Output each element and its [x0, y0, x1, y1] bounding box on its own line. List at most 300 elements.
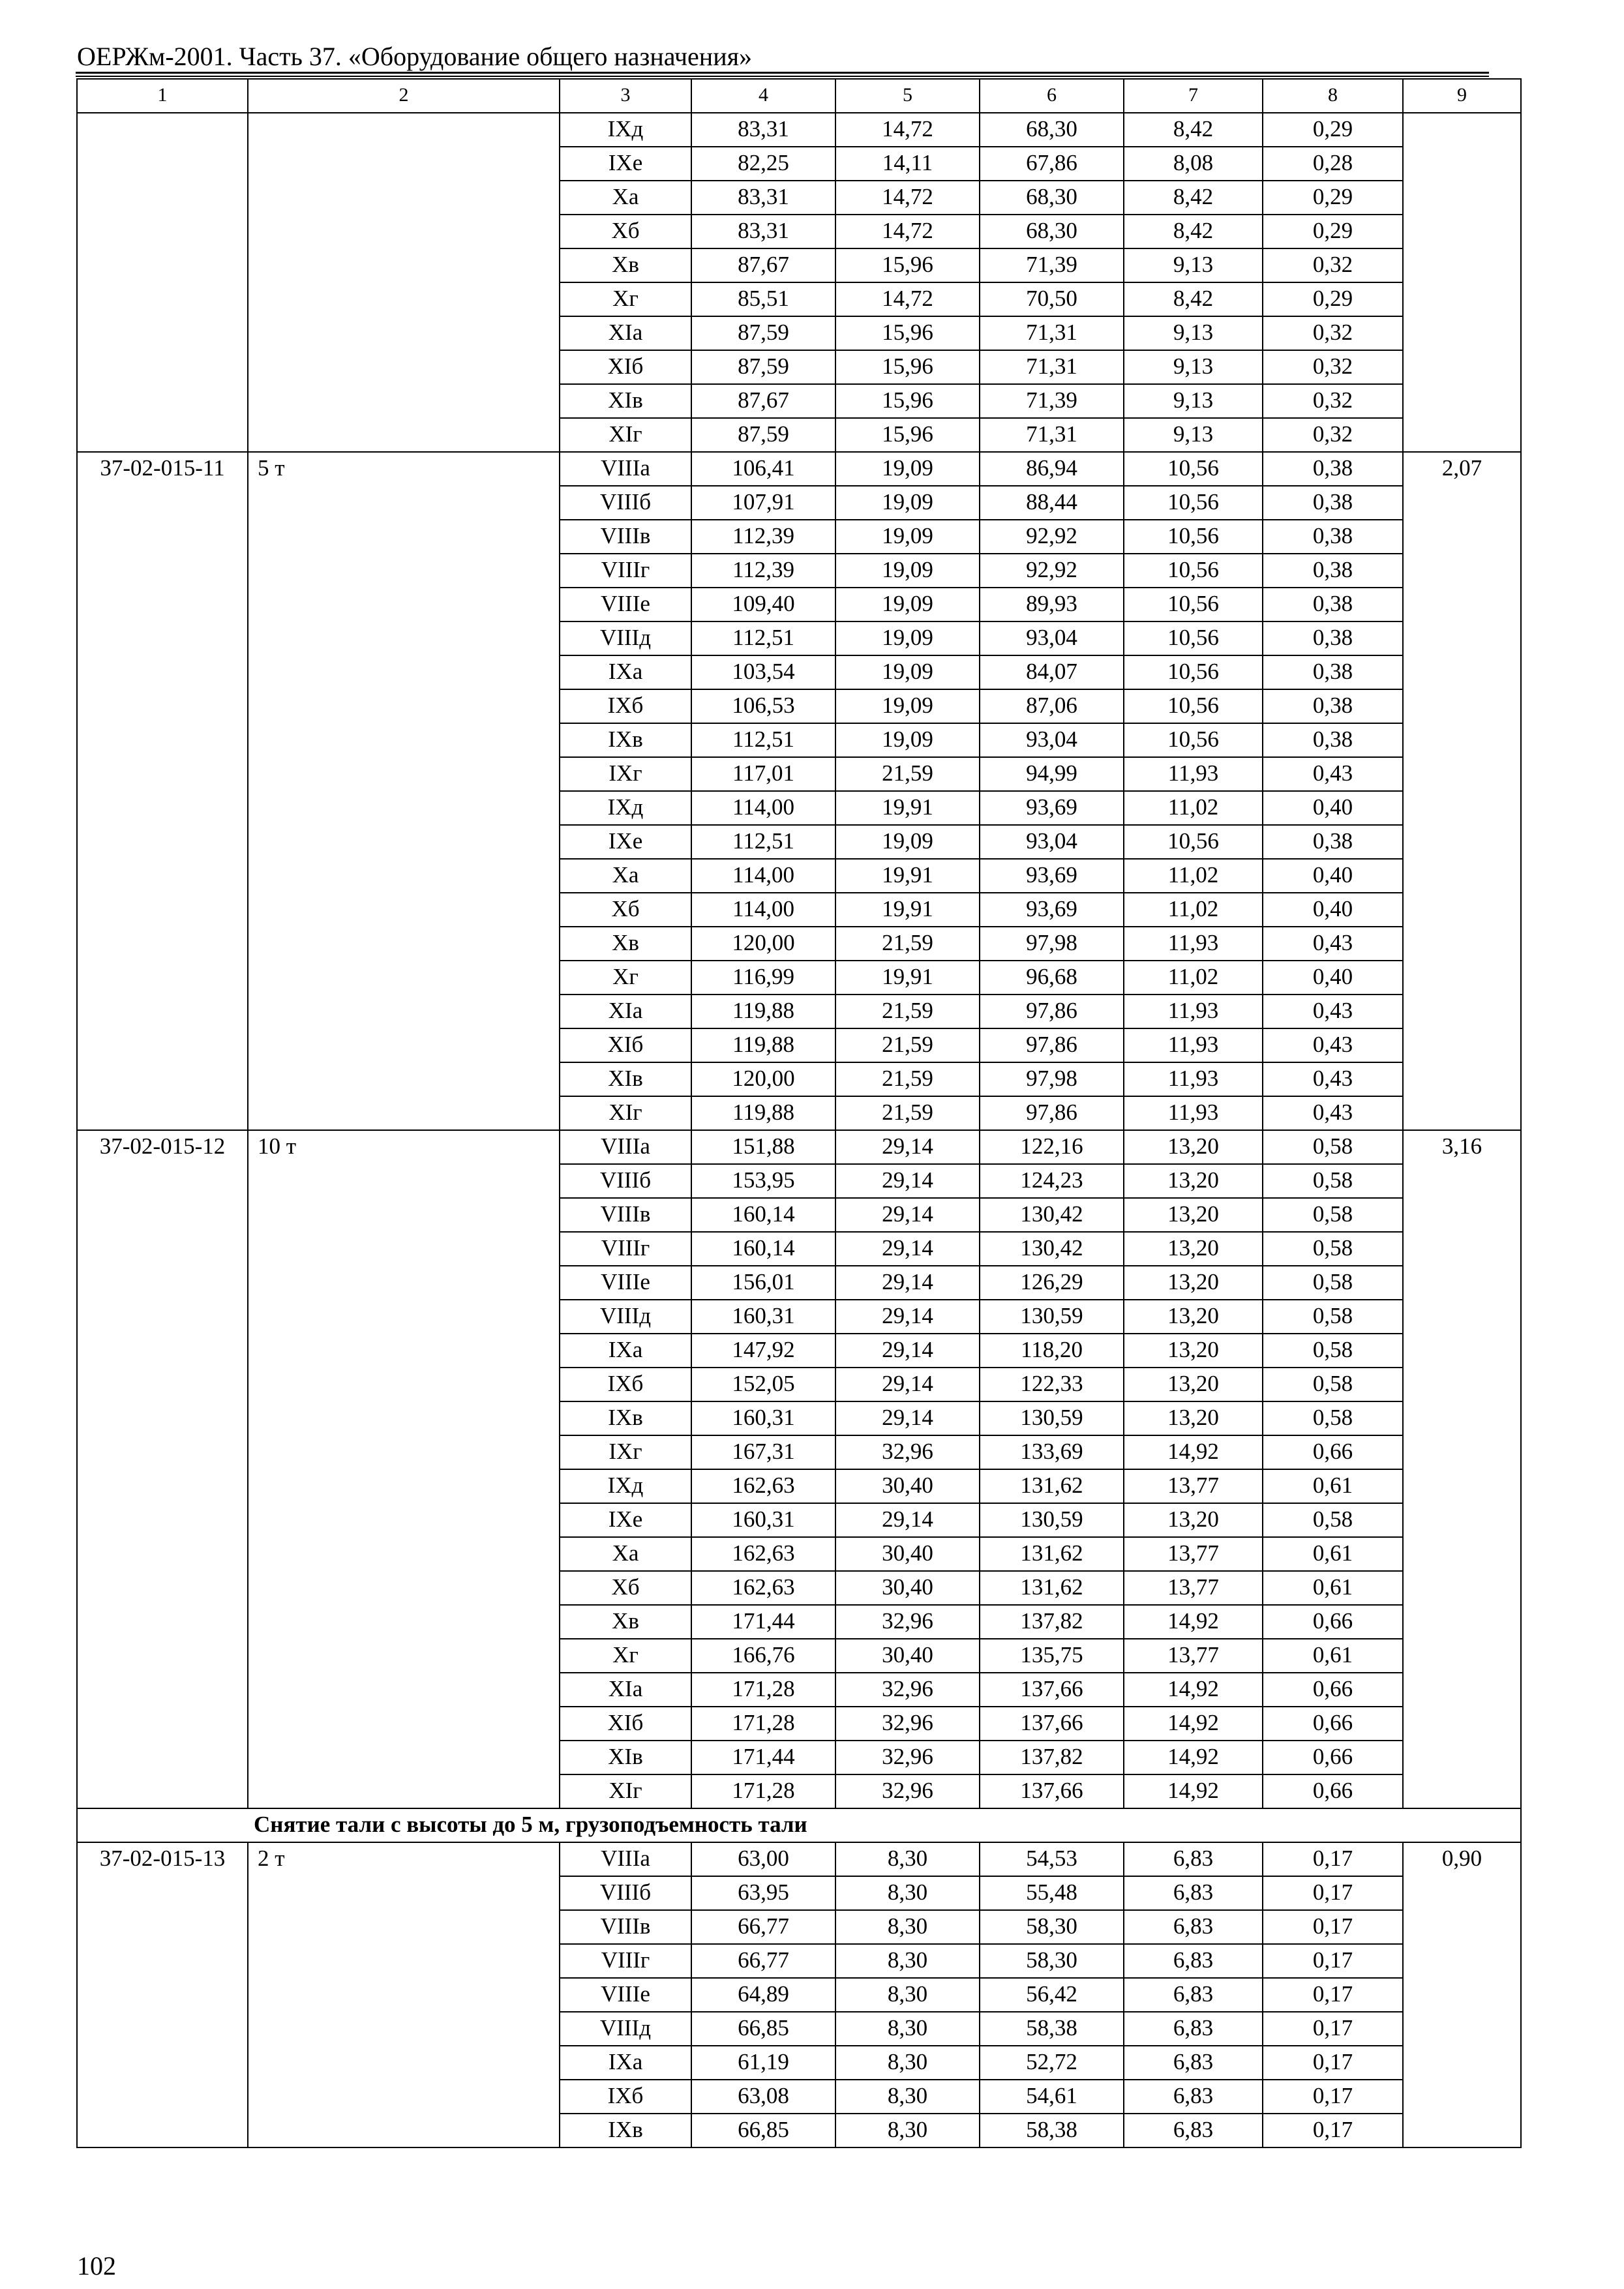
- materials-cell: 0,61: [1263, 1469, 1403, 1503]
- materials-cell: 0,32: [1263, 248, 1403, 282]
- header-rule: [76, 72, 1489, 74]
- machine-cost-cell: 137,66: [980, 1774, 1124, 1808]
- total-cost-cell: 83,31: [691, 113, 835, 147]
- machine-cost-cell: 130,59: [980, 1503, 1124, 1537]
- column-number: 9: [1403, 79, 1521, 113]
- materials-cell: 0,40: [1263, 893, 1403, 927]
- region-cell: IXв: [560, 723, 691, 757]
- total-cost-cell: 171,44: [691, 1605, 835, 1639]
- region-cell: VIIIг: [560, 554, 691, 588]
- wages-cell: 19,09: [835, 689, 980, 723]
- capacity-cell: 5 т: [248, 452, 560, 1130]
- total-cost-cell: 66,77: [691, 1910, 835, 1944]
- machine-cost-cell: 86,94: [980, 452, 1124, 486]
- materials-cell: 0,66: [1263, 1673, 1403, 1707]
- total-cost-cell: 87,59: [691, 316, 835, 350]
- region-cell: IXв: [560, 2114, 691, 2147]
- materials-cell: 0,66: [1263, 1741, 1403, 1774]
- machine-cost-cell: 124,23: [980, 1164, 1124, 1198]
- machine-cost-cell: 71,31: [980, 418, 1124, 452]
- wages-cell: 29,14: [835, 1368, 980, 1401]
- table-row: [77, 452, 1521, 486]
- total-cost-cell: 87,67: [691, 248, 835, 282]
- total-cost-cell: 160,31: [691, 1503, 835, 1537]
- region-cell: XIа: [560, 1673, 691, 1707]
- total-cost-cell: 106,53: [691, 689, 835, 723]
- wages-cell: 8,30: [835, 2080, 980, 2114]
- total-cost-cell: 162,63: [691, 1537, 835, 1571]
- wages-cell: 29,14: [835, 1198, 980, 1232]
- total-cost-cell: 112,51: [691, 723, 835, 757]
- column-number: 3: [560, 79, 691, 113]
- driver-wages-cell: 8,42: [1124, 113, 1263, 147]
- materials-cell: 0,17: [1263, 1910, 1403, 1944]
- wages-cell: 15,96: [835, 418, 980, 452]
- region-cell: Xг: [560, 1639, 691, 1673]
- driver-wages-cell: 13,20: [1124, 1401, 1263, 1435]
- total-cost-cell: 119,88: [691, 1028, 835, 1062]
- total-cost-cell: 83,31: [691, 181, 835, 215]
- materials-cell: 0,29: [1263, 215, 1403, 248]
- materials-cell: 0,38: [1263, 554, 1403, 588]
- machine-cost-cell: 97,86: [980, 995, 1124, 1028]
- total-cost-cell: 114,00: [691, 893, 835, 927]
- wages-cell: 14,72: [835, 282, 980, 316]
- driver-wages-cell: 13,77: [1124, 1639, 1263, 1673]
- driver-wages-cell: 6,83: [1124, 1876, 1263, 1910]
- region-cell: IXв: [560, 1401, 691, 1435]
- labor-cost-cell: [1403, 113, 1521, 452]
- driver-wages-cell: 10,56: [1124, 655, 1263, 689]
- materials-cell: 0,61: [1263, 1639, 1403, 1673]
- running-header: ОЕРЖм-2001. Часть 37. «Оборудование общего назначения»: [77, 42, 752, 71]
- region-cell: VIIIе: [560, 588, 691, 621]
- materials-cell: 0,17: [1263, 1944, 1403, 1978]
- header-rule-thin: [76, 76, 1489, 77]
- materials-cell: 0,58: [1263, 1164, 1403, 1198]
- machine-cost-cell: 137,66: [980, 1707, 1124, 1741]
- materials-cell: 0,29: [1263, 181, 1403, 215]
- region-cell: XIв: [560, 384, 691, 418]
- total-cost-cell: 171,28: [691, 1774, 835, 1808]
- region-cell: VIIIв: [560, 1198, 691, 1232]
- region-cell: XIб: [560, 350, 691, 384]
- driver-wages-cell: 10,56: [1124, 621, 1263, 655]
- machine-cost-cell: 130,42: [980, 1198, 1124, 1232]
- total-cost-cell: 160,14: [691, 1232, 835, 1266]
- total-cost-cell: 147,92: [691, 1334, 835, 1368]
- materials-cell: 0,58: [1263, 1368, 1403, 1401]
- total-cost-cell: 85,51: [691, 282, 835, 316]
- total-cost-cell: 160,31: [691, 1401, 835, 1435]
- driver-wages-cell: 13,20: [1124, 1164, 1263, 1198]
- driver-wages-cell: 8,42: [1124, 181, 1263, 215]
- region-cell: Xб: [560, 1571, 691, 1605]
- wages-cell: 19,91: [835, 791, 980, 825]
- total-cost-cell: 87,67: [691, 384, 835, 418]
- materials-cell: 0,66: [1263, 1774, 1403, 1808]
- wages-cell: 8,30: [835, 2046, 980, 2080]
- machine-cost-cell: 94,99: [980, 757, 1124, 791]
- column-number: 7: [1124, 79, 1263, 113]
- region-cell: XIб: [560, 1707, 691, 1741]
- total-cost-cell: 63,00: [691, 1842, 835, 1876]
- driver-wages-cell: 10,56: [1124, 486, 1263, 520]
- materials-cell: 0,32: [1263, 418, 1403, 452]
- region-cell: VIIIа: [560, 452, 691, 486]
- labor-cost-cell: 0,90: [1403, 1842, 1521, 2147]
- total-cost-cell: 160,31: [691, 1300, 835, 1334]
- capacity-cell: 10 т: [248, 1130, 560, 1808]
- region-cell: IXд: [560, 791, 691, 825]
- driver-wages-cell: 11,93: [1124, 995, 1263, 1028]
- wages-cell: 8,30: [835, 1876, 980, 1910]
- total-cost-cell: 156,01: [691, 1266, 835, 1300]
- materials-cell: 0,58: [1263, 1334, 1403, 1368]
- region-cell: Xб: [560, 215, 691, 248]
- machine-cost-cell: 137,82: [980, 1605, 1124, 1639]
- region-cell: Xа: [560, 859, 691, 893]
- region-cell: IXг: [560, 1435, 691, 1469]
- materials-cell: 0,61: [1263, 1537, 1403, 1571]
- materials-cell: 0,58: [1263, 1198, 1403, 1232]
- driver-wages-cell: 11,02: [1124, 961, 1263, 995]
- wages-cell: 32,96: [835, 1774, 980, 1808]
- total-cost-cell: 82,25: [691, 147, 835, 181]
- wages-cell: 21,59: [835, 927, 980, 961]
- driver-wages-cell: 11,93: [1124, 1062, 1263, 1096]
- total-cost-cell: 63,08: [691, 2080, 835, 2114]
- total-cost-cell: 109,40: [691, 588, 835, 621]
- region-cell: XIб: [560, 1028, 691, 1062]
- materials-cell: 0,58: [1263, 1232, 1403, 1266]
- materials-cell: 0,58: [1263, 1503, 1403, 1537]
- materials-cell: 0,17: [1263, 2046, 1403, 2080]
- machine-cost-cell: 137,66: [980, 1673, 1124, 1707]
- region-cell: IXб: [560, 2080, 691, 2114]
- region-cell: VIIIа: [560, 1130, 691, 1164]
- driver-wages-cell: 13,20: [1124, 1198, 1263, 1232]
- wages-cell: 8,30: [835, 1944, 980, 1978]
- total-cost-cell: 171,28: [691, 1707, 835, 1741]
- region-cell: IXе: [560, 825, 691, 859]
- region-cell: Xг: [560, 282, 691, 316]
- wages-cell: 32,96: [835, 1435, 980, 1469]
- materials-cell: 0,32: [1263, 350, 1403, 384]
- driver-wages-cell: 10,56: [1124, 520, 1263, 554]
- driver-wages-cell: 10,56: [1124, 452, 1263, 486]
- machine-cost-cell: 130,59: [980, 1401, 1124, 1435]
- machine-cost-cell: 93,69: [980, 893, 1124, 927]
- driver-wages-cell: 6,83: [1124, 1842, 1263, 1876]
- driver-wages-cell: 13,77: [1124, 1469, 1263, 1503]
- materials-cell: 0,43: [1263, 995, 1403, 1028]
- wages-cell: 21,59: [835, 995, 980, 1028]
- region-cell: IXа: [560, 2046, 691, 2080]
- total-cost-cell: 87,59: [691, 350, 835, 384]
- wages-cell: 8,30: [835, 2114, 980, 2147]
- machine-cost-cell: 67,86: [980, 147, 1124, 181]
- machine-cost-cell: 133,69: [980, 1435, 1124, 1469]
- driver-wages-cell: 8,08: [1124, 147, 1263, 181]
- total-cost-cell: 117,01: [691, 757, 835, 791]
- column-number: 6: [980, 79, 1124, 113]
- region-cell: VIIIб: [560, 486, 691, 520]
- total-cost-cell: 152,05: [691, 1368, 835, 1401]
- total-cost-cell: 171,28: [691, 1673, 835, 1707]
- region-cell: Xв: [560, 1605, 691, 1639]
- materials-cell: 0,58: [1263, 1266, 1403, 1300]
- wages-cell: 14,72: [835, 113, 980, 147]
- machine-cost-cell: 130,42: [980, 1232, 1124, 1266]
- wages-cell: 14,72: [835, 215, 980, 248]
- machine-cost-cell: 87,06: [980, 689, 1124, 723]
- table-row: [77, 113, 1521, 147]
- region-cell: XIг: [560, 1096, 691, 1130]
- driver-wages-cell: 13,20: [1124, 1266, 1263, 1300]
- column-number: 1: [77, 79, 248, 113]
- total-cost-cell: 119,88: [691, 1096, 835, 1130]
- table-row: [77, 1842, 1521, 1876]
- machine-cost-cell: 58,30: [980, 1944, 1124, 1978]
- total-cost-cell: 87,59: [691, 418, 835, 452]
- driver-wages-cell: 10,56: [1124, 689, 1263, 723]
- region-cell: VIIIд: [560, 2012, 691, 2046]
- materials-cell: 0,66: [1263, 1707, 1403, 1741]
- column-number: 8: [1263, 79, 1403, 113]
- materials-cell: 0,17: [1263, 1978, 1403, 2012]
- total-cost-cell: 106,41: [691, 452, 835, 486]
- driver-wages-cell: 13,20: [1124, 1503, 1263, 1537]
- driver-wages-cell: 10,56: [1124, 825, 1263, 859]
- driver-wages-cell: 11,02: [1124, 859, 1263, 893]
- machine-cost-cell: 52,72: [980, 2046, 1124, 2080]
- driver-wages-cell: 8,42: [1124, 282, 1263, 316]
- section-heading: Снятие тали с высоты до 5 м, грузоподъемность тали: [77, 1808, 1521, 1842]
- total-cost-cell: 112,51: [691, 621, 835, 655]
- driver-wages-cell: 13,20: [1124, 1300, 1263, 1334]
- total-cost-cell: 114,00: [691, 791, 835, 825]
- materials-cell: 0,40: [1263, 961, 1403, 995]
- capacity-cell: [248, 113, 560, 452]
- region-cell: XIа: [560, 316, 691, 350]
- total-cost-cell: 66,85: [691, 2012, 835, 2046]
- region-cell: IXб: [560, 689, 691, 723]
- driver-wages-cell: 6,83: [1124, 2046, 1263, 2080]
- driver-wages-cell: 9,13: [1124, 316, 1263, 350]
- total-cost-cell: 66,85: [691, 2114, 835, 2147]
- materials-cell: 0,29: [1263, 282, 1403, 316]
- total-cost-cell: 64,89: [691, 1978, 835, 2012]
- materials-cell: 0,43: [1263, 1096, 1403, 1130]
- machine-cost-cell: 93,04: [980, 723, 1124, 757]
- materials-cell: 0,38: [1263, 520, 1403, 554]
- materials-cell: 0,32: [1263, 316, 1403, 350]
- wages-cell: 8,30: [835, 2012, 980, 2046]
- wages-cell: 19,09: [835, 452, 980, 486]
- machine-cost-cell: 118,20: [980, 1334, 1124, 1368]
- machine-cost-cell: 97,86: [980, 1096, 1124, 1130]
- materials-cell: 0,28: [1263, 147, 1403, 181]
- driver-wages-cell: 14,92: [1124, 1605, 1263, 1639]
- machine-cost-cell: 137,82: [980, 1741, 1124, 1774]
- region-cell: IXд: [560, 1469, 691, 1503]
- materials-cell: 0,38: [1263, 825, 1403, 859]
- driver-wages-cell: 9,13: [1124, 248, 1263, 282]
- table-row: [77, 1130, 1521, 1164]
- machine-cost-cell: 131,62: [980, 1469, 1124, 1503]
- materials-cell: 0,66: [1263, 1435, 1403, 1469]
- machine-cost-cell: 84,07: [980, 655, 1124, 689]
- wages-cell: 8,30: [835, 1842, 980, 1876]
- driver-wages-cell: 9,13: [1124, 350, 1263, 384]
- region-cell: VIIIв: [560, 1910, 691, 1944]
- region-cell: IXа: [560, 655, 691, 689]
- total-cost-cell: 160,14: [691, 1198, 835, 1232]
- driver-wages-cell: 10,56: [1124, 723, 1263, 757]
- materials-cell: 0,43: [1263, 1062, 1403, 1096]
- machine-cost-cell: 71,39: [980, 248, 1124, 282]
- machine-cost-cell: 71,31: [980, 350, 1124, 384]
- materials-cell: 0,61: [1263, 1571, 1403, 1605]
- wages-cell: 15,96: [835, 350, 980, 384]
- total-cost-cell: 83,31: [691, 215, 835, 248]
- region-cell: Xг: [560, 961, 691, 995]
- driver-wages-cell: 11,02: [1124, 893, 1263, 927]
- driver-wages-cell: 6,83: [1124, 1978, 1263, 2012]
- driver-wages-cell: 11,93: [1124, 757, 1263, 791]
- materials-cell: 0,58: [1263, 1300, 1403, 1334]
- materials-cell: 0,29: [1263, 113, 1403, 147]
- machine-cost-cell: 89,93: [980, 588, 1124, 621]
- driver-wages-cell: 8,42: [1124, 215, 1263, 248]
- region-cell: Xа: [560, 181, 691, 215]
- wages-cell: 29,14: [835, 1401, 980, 1435]
- materials-cell: 0,66: [1263, 1605, 1403, 1639]
- driver-wages-cell: 11,93: [1124, 1096, 1263, 1130]
- wages-cell: 21,59: [835, 1096, 980, 1130]
- materials-cell: 0,38: [1263, 621, 1403, 655]
- wages-cell: 29,14: [835, 1503, 980, 1537]
- wages-cell: 30,40: [835, 1469, 980, 1503]
- machine-cost-cell: 93,04: [980, 621, 1124, 655]
- wages-cell: 19,09: [835, 655, 980, 689]
- column-number: 2: [248, 79, 560, 113]
- machine-cost-cell: 130,59: [980, 1300, 1124, 1334]
- machine-cost-cell: 54,53: [980, 1842, 1124, 1876]
- machine-cost-cell: 93,04: [980, 825, 1124, 859]
- wages-cell: 19,91: [835, 859, 980, 893]
- total-cost-cell: 162,63: [691, 1571, 835, 1605]
- labor-cost-cell: 3,16: [1403, 1130, 1521, 1808]
- wages-cell: 8,30: [835, 1978, 980, 2012]
- driver-wages-cell: 13,20: [1124, 1130, 1263, 1164]
- column-number-row: [77, 79, 1521, 113]
- total-cost-cell: 171,44: [691, 1741, 835, 1774]
- wages-cell: 29,14: [835, 1232, 980, 1266]
- total-cost-cell: 103,54: [691, 655, 835, 689]
- wages-cell: 32,96: [835, 1673, 980, 1707]
- machine-cost-cell: 122,33: [980, 1368, 1124, 1401]
- machine-cost-cell: 68,30: [980, 181, 1124, 215]
- region-cell: XIа: [560, 995, 691, 1028]
- wages-cell: 21,59: [835, 1028, 980, 1062]
- driver-wages-cell: 14,92: [1124, 1741, 1263, 1774]
- wages-cell: 30,40: [835, 1571, 980, 1605]
- driver-wages-cell: 6,83: [1124, 2080, 1263, 2114]
- machine-cost-cell: 88,44: [980, 486, 1124, 520]
- wages-cell: 19,09: [835, 486, 980, 520]
- driver-wages-cell: 11,02: [1124, 791, 1263, 825]
- region-cell: IXд: [560, 113, 691, 147]
- region-cell: VIIIд: [560, 621, 691, 655]
- wages-cell: 32,96: [835, 1741, 980, 1774]
- machine-cost-cell: 70,50: [980, 282, 1124, 316]
- total-cost-cell: 151,88: [691, 1130, 835, 1164]
- region-cell: VIIIе: [560, 1266, 691, 1300]
- machine-cost-cell: 131,62: [980, 1571, 1124, 1605]
- rate-code-cell: 37-02-015-12: [77, 1130, 248, 1808]
- wages-cell: 19,09: [835, 825, 980, 859]
- machine-cost-cell: 58,38: [980, 2114, 1124, 2147]
- total-cost-cell: 153,95: [691, 1164, 835, 1198]
- driver-wages-cell: 13,20: [1124, 1334, 1263, 1368]
- machine-cost-cell: 55,48: [980, 1876, 1124, 1910]
- driver-wages-cell: 11,93: [1124, 927, 1263, 961]
- total-cost-cell: 63,95: [691, 1876, 835, 1910]
- materials-cell: 0,17: [1263, 2114, 1403, 2147]
- rate-code-cell: 37-02-015-13: [77, 1842, 248, 2147]
- total-cost-cell: 112,51: [691, 825, 835, 859]
- region-cell: Xв: [560, 927, 691, 961]
- wages-cell: 19,09: [835, 588, 980, 621]
- machine-cost-cell: 135,75: [980, 1639, 1124, 1673]
- driver-wages-cell: 6,83: [1124, 2114, 1263, 2147]
- machine-cost-cell: 97,98: [980, 927, 1124, 961]
- total-cost-cell: 61,19: [691, 2046, 835, 2080]
- machine-cost-cell: 71,31: [980, 316, 1124, 350]
- total-cost-cell: 112,39: [691, 554, 835, 588]
- labor-cost-cell: 2,07: [1403, 452, 1521, 1130]
- wages-cell: 15,96: [835, 384, 980, 418]
- machine-cost-cell: 93,69: [980, 859, 1124, 893]
- rate-code-cell: [77, 113, 248, 452]
- materials-cell: 0,38: [1263, 689, 1403, 723]
- column-number: 5: [835, 79, 980, 113]
- materials-cell: 0,17: [1263, 2080, 1403, 2114]
- wages-cell: 29,14: [835, 1266, 980, 1300]
- region-cell: IXг: [560, 757, 691, 791]
- machine-cost-cell: 92,92: [980, 520, 1124, 554]
- total-cost-cell: 66,77: [691, 1944, 835, 1978]
- materials-cell: 0,43: [1263, 757, 1403, 791]
- wages-cell: 21,59: [835, 1062, 980, 1096]
- region-cell: VIIIг: [560, 1944, 691, 1978]
- wages-cell: 14,72: [835, 181, 980, 215]
- machine-cost-cell: 58,38: [980, 2012, 1124, 2046]
- wages-cell: 19,09: [835, 554, 980, 588]
- driver-wages-cell: 14,92: [1124, 1707, 1263, 1741]
- materials-cell: 0,40: [1263, 859, 1403, 893]
- driver-wages-cell: 6,83: [1124, 1910, 1263, 1944]
- region-cell: VIIIб: [560, 1876, 691, 1910]
- materials-cell: 0,17: [1263, 1876, 1403, 1910]
- wages-cell: 32,96: [835, 1707, 980, 1741]
- materials-cell: 0,58: [1263, 1401, 1403, 1435]
- driver-wages-cell: 9,13: [1124, 384, 1263, 418]
- machine-cost-cell: 56,42: [980, 1978, 1124, 2012]
- machine-cost-cell: 71,39: [980, 384, 1124, 418]
